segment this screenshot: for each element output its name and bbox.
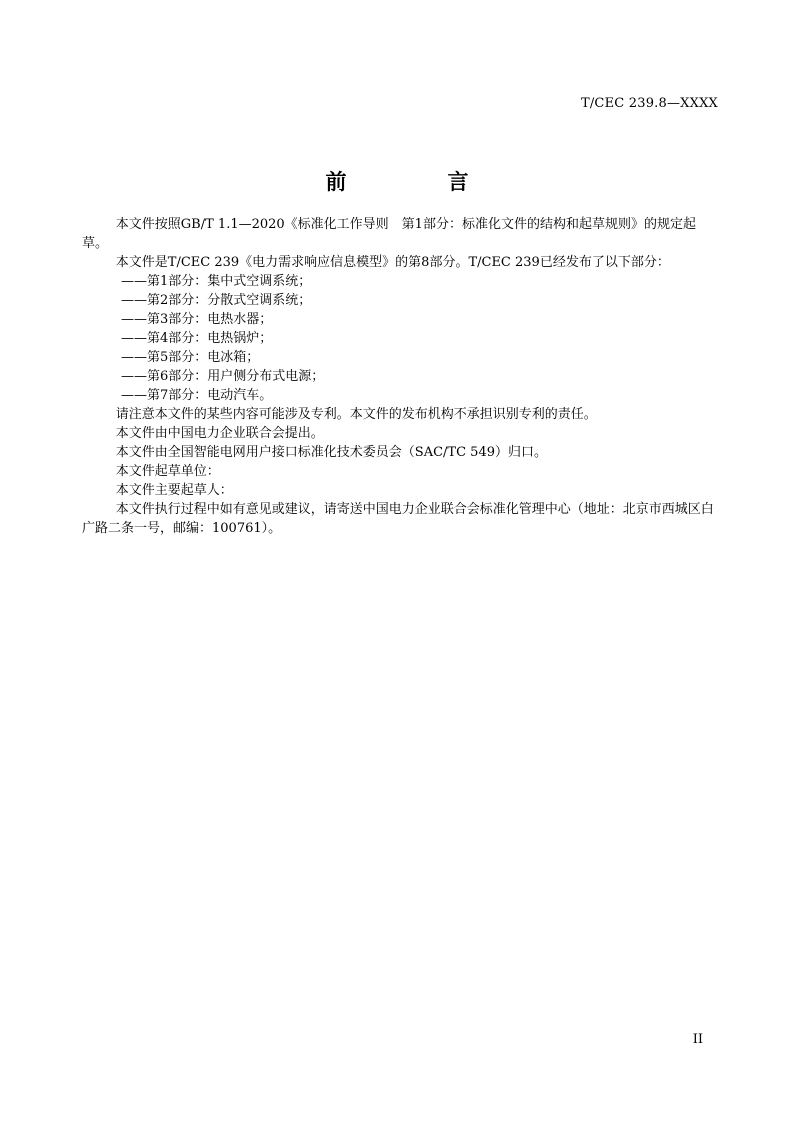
document-code: T/CEC 239.8—XXXX [580,96,718,111]
list-item: ——第2部分：分散式空调系统； [121,293,312,308]
list-item: ——第3部分：电热水器； [121,312,273,327]
paragraph-drafting-rules: 本文件按照GB/T 1.1—2020《标准化工作导则 第1部分：标准化文件的结构和起草规则》的规定起草。 [82,217,696,251]
foreword-body [82,215,718,538]
paragraph-feedback: 本文件执行过程中如有意见或建议，请寄送中国电力企业联合会标准化管理中心（地址：北京市西城区白广路二条一号，邮编：100761）。 [82,502,714,536]
paragraph-patent-notice: 请注意本文件的某些内容可能涉及专利。本文件的发布机构不承担识别专利的责任。 [115,407,597,422]
paragraph-technical-committee: 本文件由全国智能电网用户接口标准化技术委员会（SAC/TC 549）归口。 [115,445,547,460]
paragraph-drafters: 本文件主要起草人： [115,483,233,498]
page-title: 前 言 [325,170,509,194]
list-item: ——第5部分：电冰箱； [121,350,260,365]
paragraph-drafting-units: 本文件起草单位： [115,464,220,479]
paragraph-proposer: 本文件由中国电力企业联合会提出。 [115,426,324,441]
list-item: ——第7部分：电动汽车。 [121,388,273,403]
page-number: II [692,1032,703,1047]
list-item: ——第6部分：用户侧分布式电源； [121,369,325,384]
paragraph-series-intro: 本文件是T/CEC 239《电力需求响应信息模型》的第8部分。T/CEC 239已经发布了以下部分： [115,255,670,270]
parts-list [82,272,718,405]
list-item: ——第4部分：电热锅炉； [121,331,273,346]
list-item: ——第1部分：集中式空调系统； [121,274,312,289]
